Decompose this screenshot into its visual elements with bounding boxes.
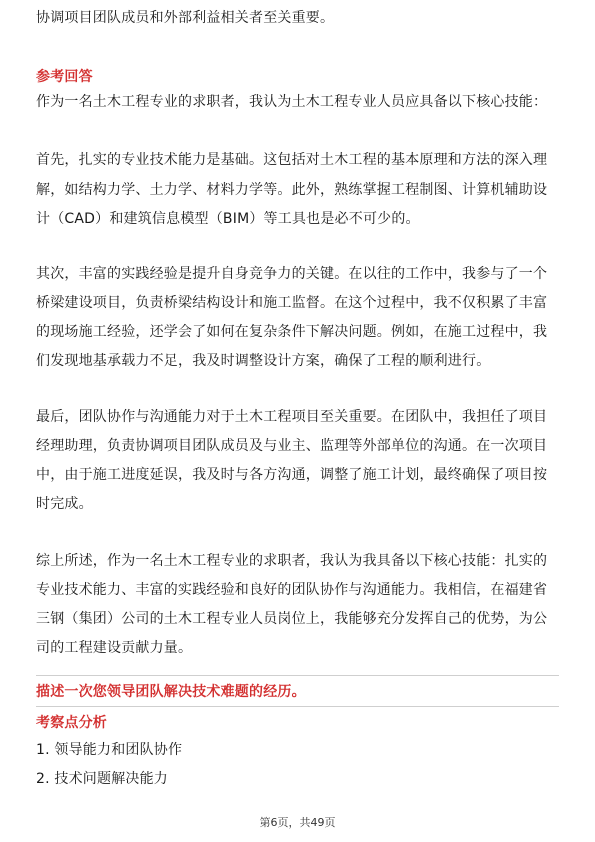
analysis-point-1: 1. 领导能力和团队协作 (36, 742, 183, 758)
paragraph-1-line-3: 计（CAD）和建筑信息模型（BIM）等工具也是必不可少的。 (36, 211, 420, 227)
analysis-point-2: 2. 技术问题解决能力 (36, 771, 169, 787)
paragraph-4-line-4: 司的工程建设贡献力量。 (36, 640, 193, 656)
paragraph-2-line-3: 的现场施工经验，还学会了如何在复杂条件下解决问题。例如，在施工过程中，我 (36, 324, 548, 340)
section-divider-bottom (36, 706, 559, 707)
paragraph-4-line-2: 专业技术能力、丰富的实践经验和良好的团队协作与沟通能力。我相信，在福建省 (36, 582, 548, 598)
paragraph-1-line-1: 首先，扎实的专业技术能力是基础。这包括对土木工程的基本原理和方法的深入理 (36, 152, 548, 168)
paragraph-3-line-2: 经理助理，负责协调项目团队成员及与业主、监理等外部单位的沟通。在一次项目 (36, 438, 548, 454)
paragraph-3-line-4: 时完成。 (36, 496, 93, 512)
paragraph-3-line-1: 最后，团队协作与沟通能力对于土木工程项目至关重要。在团队中，我担任了项目 (36, 409, 548, 425)
paragraph-4-line-1: 综上所述，作为一名土木工程专业的求职者，我认为我具备以下核心技能：扎实的 (36, 553, 548, 569)
intro-tail-text: 协调项目团队成员和外部利益相关者至关重要。 (36, 10, 335, 26)
question-heading: 描述一次您领导团队解决技术难题的经历。 (36, 684, 306, 700)
analysis-heading: 考察点分析 (36, 715, 107, 731)
paragraph-2-line-2: 桥梁建设项目，负责桥梁结构设计和施工监督。在这个过程中，我不仅积累了丰富 (36, 295, 548, 311)
section-divider-top (36, 675, 559, 676)
paragraph-2-line-4: 们发现地基承载力不足，我及时调整设计方案，确保了工程的顺利进行。 (36, 353, 491, 369)
answer-intro-text: 作为一名土木工程专业的求职者，我认为土木工程专业人员应具备以下核心技能： (36, 94, 548, 110)
paragraph-1-line-2: 解，如结构力学、土力学、材料力学等。此外，熟练掌握工程制图、计算机辅助设 (36, 182, 548, 198)
page-footer: 第6页，共49页 (259, 816, 336, 829)
answer-heading: 参考回答 (36, 69, 93, 85)
paragraph-3-line-3: 中，由于施工进度延误，我及时与各方沟通，调整了施工计划，最终确保了项目按 (36, 467, 548, 483)
paragraph-2-line-1: 其次，丰富的实践经验是提升自身竞争力的关键。在以往的工作中，我参与了一个 (36, 266, 548, 282)
paragraph-4-line-3: 三钢（集团）公司的土木工程专业人员岗位上，我能够充分发挥自己的优势，为公 (36, 611, 548, 627)
